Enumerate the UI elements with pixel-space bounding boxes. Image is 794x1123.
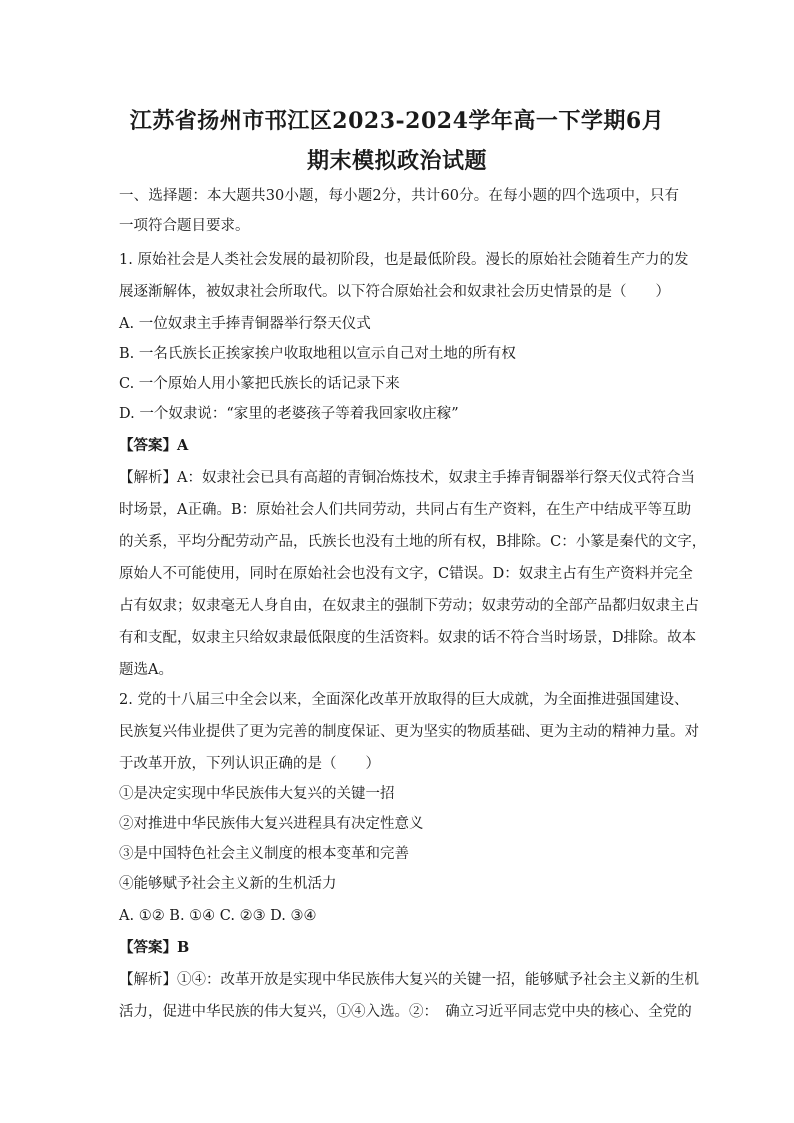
q2-answer: 【答案】B [119, 939, 190, 956]
q1-analysis-line: 有和支配，奴隶主只给奴隶最低限度的生活资料。奴隶的话不符合当时场景，D排除。故本 [119, 630, 697, 646]
q1-option-d: D. 一个奴隶说：“家里的老婆孩子等着我回家收庄稼” [119, 406, 459, 422]
q1-analysis-line: 题选A。 [119, 662, 173, 678]
document-title-line-2: 期末模拟政治试题 [306, 148, 487, 174]
document-title-line-1: 江苏省扬州市邗江区2023-2024学年高一下学期6月 [129, 108, 665, 134]
q2-statement-2: ②对推进中华民族伟大复兴进程具有决定性意义 [119, 816, 424, 832]
q2-statement-4: ④能够赋予社会主义新的生机活力 [119, 876, 337, 892]
section-instruction-line-1: 一、选择题：本大题共30小题，每小题2分，共计60分。在每小题的四个选项中，只有 [119, 188, 679, 204]
q1-analysis-line: 原始人不可能使用，同时在原始社会也没有文字，C错误。D：奴隶主占有生产资料并完全 [119, 566, 693, 582]
q2-statement-3: ③是中国特色社会主义制度的根本变革和完善 [119, 846, 409, 862]
q1-option-a: A. 一位奴隶主手捧青铜器举行祭天仪式 [119, 316, 371, 332]
q1-analysis-line: 的关系，平均分配劳动产品，氏族长也没有土地的所有权，B排除。C：小篆是秦代的文字， [119, 534, 707, 550]
q1-analysis-line: 占有奴隶；奴隶毫无人身自由，在奴隶主的强制下劳动；奴隶劳动的全部产品都归奴隶主占 [119, 598, 699, 614]
q2-options: A. ①② B. ①④ C. ②③ D. ③④ [119, 908, 317, 924]
q1-stem-line-1: 1. 原始社会是人类社会发展的最初阶段，也是最低阶段。漫长的原始社会随着生产力的发 [119, 252, 689, 268]
q1-analysis-line: 【解析】A：奴隶社会已具有高超的青铜冶炼技术，奴隶主手捧青铜器举行祭天仪式符合当 [119, 470, 695, 486]
q1-option-b: B. 一名氏族长正挨家挨户收取地租以宣示自己对土地的所有权 [119, 346, 516, 362]
q2-stem-line-2: 民族复兴伟业提供了更为完善的制度保证、更为坚实的物质基础、更为主动的精神力量。对 [119, 724, 699, 740]
q2-stem-line-3: 于改革开放，下列认识正确的是（ ） [119, 756, 380, 772]
q2-analysis-line-2: 活力，促进中华民族的伟大复兴，①④入选。②： 确立习近平同志党中央的核心、全党的 [119, 1004, 692, 1020]
q1-option-c: C. 一个原始人用小篆把氏族长的话记录下来 [119, 376, 400, 392]
q1-analysis-line: 时场景，A正确。B：原始社会人们共同劳动，共同占有生产资料，在生产中结成平等互助 [119, 502, 692, 518]
section-instruction-line-2: 一项符合题目要求。 [119, 218, 250, 234]
q2-analysis-line-1: 【解析】①④：改革开放是实现中华民族伟大复兴的关键一招，能够赋予社会主义新的生机 [119, 972, 699, 988]
q2-statement-1: ①是决定实现中华民族伟大复兴的关键一招 [119, 786, 395, 802]
q2-stem-line-1: 2. 党的十八届三中全会以来，全面深化改革开放取得的巨大成就，为全面推进强国建设、 [119, 692, 689, 708]
q1-answer: 【答案】A [119, 437, 189, 454]
q1-stem-line-2: 展逐渐解体，被奴隶社会所取代。以下符合原始社会和奴隶社会历史情景的是（ ） [119, 284, 670, 300]
